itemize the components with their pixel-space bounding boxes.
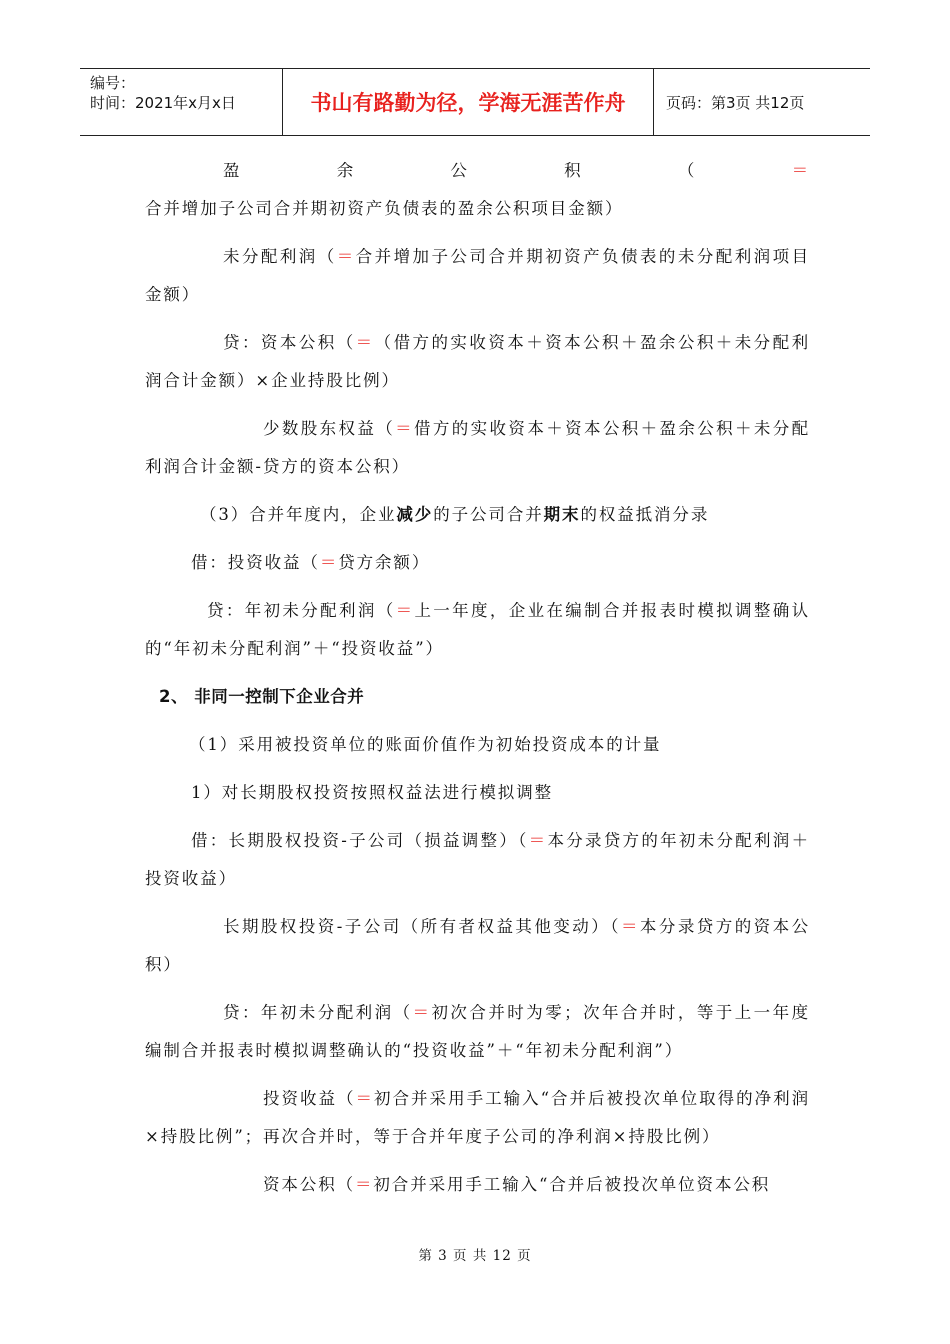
paragraph: 盈余公积（＝合并增加子公司合并期初资产负债表的盈余公积项目金额） [145, 161, 810, 218]
header-meta [80, 69, 282, 135]
paragraph: 贷：年初未分配利润（＝上一年度，企业在编制合并报表时模拟调整确认的“年初未分配利润”＋“投资收益”） [145, 601, 810, 658]
paragraph: （1）采用被投资单位的账面价值作为初始投资成本的计量 [189, 735, 662, 754]
paragraph: 资本公积（＝初合并采用手工输入“合并后被投次单位资本公积 [263, 1175, 771, 1194]
paragraph: 借：投资收益（＝贷方余额） [191, 553, 431, 572]
header-motto: 书山有路勤为径，学海无涯苦作舟 [282, 69, 654, 135]
document-body [145, 152, 810, 1204]
page-header [80, 68, 870, 136]
paragraph: 长期股权投资-子公司（所有者权益其他变动）（＝本分录贷方的资本公积） [145, 917, 810, 974]
paragraph: 1）对长期股权投资按照权益法进行模拟调整 [191, 783, 553, 802]
paragraph: 少数股东权益（＝借方的实收资本＋资本公积＋盈余公积＋未分配利润合计金额-贷方的资本公积） [145, 419, 811, 476]
paragraph: 贷：资本公积（＝（借方的实收资本＋资本公积＋盈余公积＋未分配利润合计金额）×企业持股比例） [145, 333, 810, 390]
number-label: 编号： [90, 74, 136, 92]
section-heading: 2、 非同一控制下企业合并 [159, 687, 365, 706]
paragraph: 投资收益（＝初合并采用手工输入“合并后被投次单位取得的净利润×持股比例”；再次合并时，等于合并年度子公司的净利润×持股比例） [145, 1089, 810, 1146]
paragraph: 借：长期股权投资-子公司（损益调整）（＝本分录贷方的年初未分配利润＋投资收益） [145, 831, 810, 888]
paragraph: （3）合并年度内，企业减少的子公司合并期末的权益抵消分录 [200, 505, 710, 524]
time-label: 时间：2021年x月x日 [90, 94, 236, 112]
page-footer: 第 3 页 共 12 页 [418, 1248, 532, 1264]
header-page-info: 页码：第3页 共12页 [666, 93, 805, 112]
paragraph: 贷：年初未分配利润（＝初次合并时为零；次年合并时，等于上一年度编制合并报表时模拟调整确认的“投资收益”＋“年初未分配利润”） [145, 1003, 810, 1060]
paragraph: 未分配利润（＝合并增加子公司合并期初资产负债表的未分配利润项目金额） [145, 247, 810, 304]
